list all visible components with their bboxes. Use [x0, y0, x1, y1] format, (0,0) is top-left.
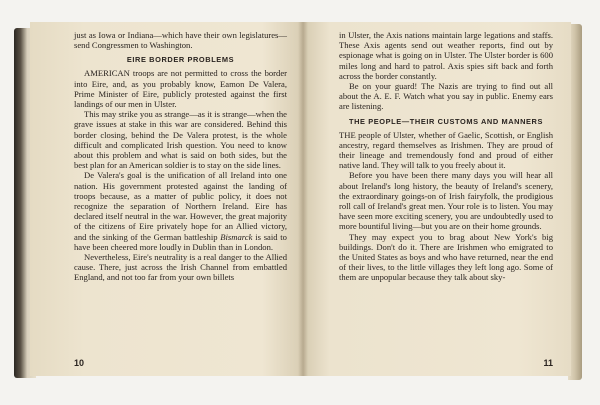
right-paragraph-3: They may expect you to brag about New York's big buildings. Don't do it. There are Irishmen who emigrated to the United States as boys and who have returned, near the end of their lives, to the little villages they left long ago. Some of them are unpopular because they talk about sky- [339, 231, 553, 283]
open-book [14, 18, 582, 382]
left-paragraph-3-part-a: De Valera's goal is the unification of all Ireland into one nation. His government protested against the landing of troops because, as a matter of public policy, it does not recognize the separation of Northern Ireland. Eire has declared itself neutral in the war. However, the great majority of the citizens of Eire privately hope for an Allied victory, and the sinking of the German battleship [74, 170, 287, 242]
ship-name: Bismarck [220, 231, 253, 242]
left-page-number: 10 [74, 358, 85, 368]
left-paragraph-4: Nevertheless, Eire's neutrality is a real danger to the Allied cause. There, just across the Irish Channel from embattled England, and not too far from your own billets [74, 252, 287, 283]
right-paragraph-1: THE people of Ulster, whether of Gaelic, Scottish, or English ancestry, regard themselves as Irishmen. They are proud of their lineage and tremendously fond and proud of either native land. They will talk to you freely about it. [339, 129, 553, 171]
right-page-number: 11 [543, 358, 553, 368]
right-intro-text: in Ulster, the Axis nations maintain large legations and staffs. These Axis agents send out weather reports, find out by espionage what is going on in Ulster. The Ulster border is 600 miles long and hard to patrol. Axis spies sift back and forth across the border constantly. [339, 30, 553, 81]
left-paragraph-2: This may strike you as strange—as it is strange—when the grave issues at stake in this war are considered. Behind this border closing, behind the De Valera protest, is the whole difficult and complicated Irish question. You need to know about this problem and what is said on both sides, but the best plan for an American soldier is to stay on the side lines. [74, 109, 287, 171]
left-section-heading: EIRE BORDER PROBLEMS [126, 55, 235, 65]
left-paragraph-1: AMERICAN troops are not permitted to cross the border into Eire, and, as you probably know, Eamon De Valera, Prime Minister of Eire, publicly protested against the first landings of our men in Ulster. [74, 68, 287, 110]
right-guard-paragraph: Be on your guard! The Nazis are trying to find out all about the A. E. F. Watch what you say in public. Enemy ears are listening. [339, 81, 553, 112]
left-paragraph-3-part-b: is said to have been cheered more loudly in Dublin than in London. [74, 231, 287, 252]
right-paragraph-2: Before you have been there many days you will hear all about Ireland's long history, the beauty of Ireland's scenery, the extraordinary goings-on of Irish fairyfolk, the prodigious roll call of Ireland's great men. Your role is to listen. You may have seen more exciting scenery, you are undoubtedly used to more bountiful living—but you are on their home grounds. [339, 170, 553, 232]
left-intro-text: just as Iowa or Indiana—which have their own legislatures—send Congressmen to Washington. [74, 30, 287, 51]
right-section-heading: THE PEOPLE—THEIR CUSTOMS AND MANNERS [348, 116, 544, 126]
right-page [303, 22, 571, 376]
book-gutter [298, 22, 308, 376]
left-page [30, 22, 303, 376]
left-paragraph-3 [74, 170, 287, 252]
